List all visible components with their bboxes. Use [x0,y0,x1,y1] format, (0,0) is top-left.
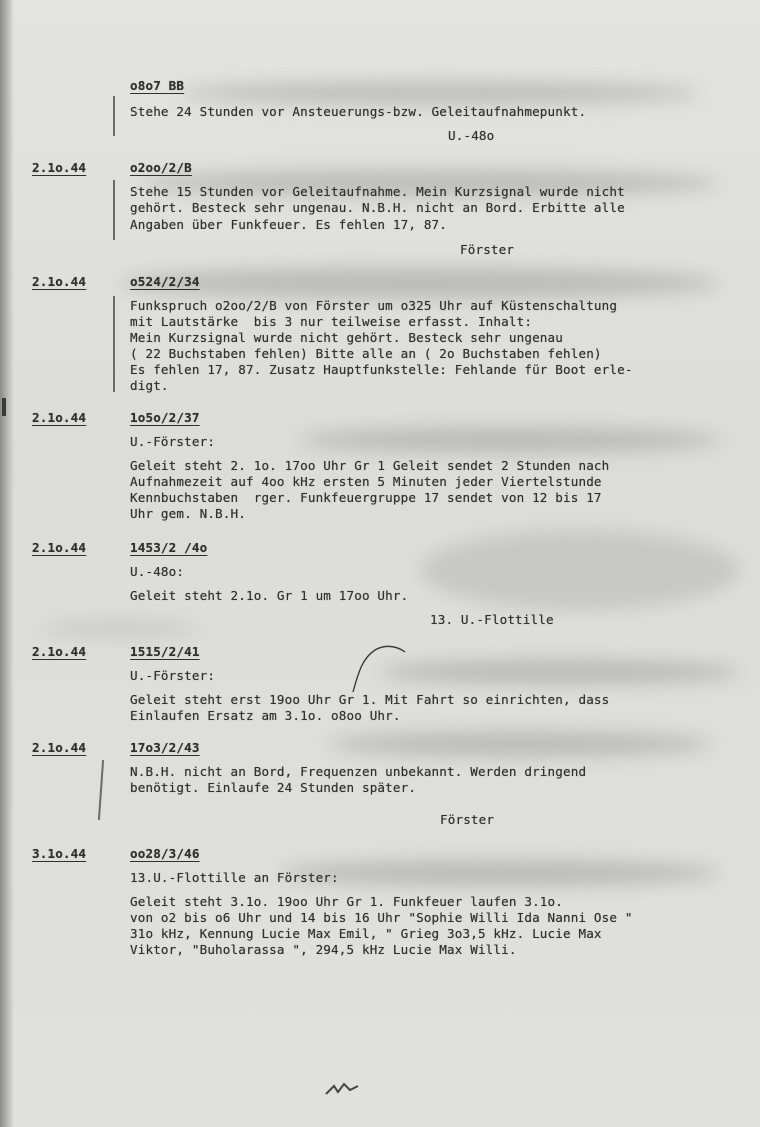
entry-signature: U.-48o [448,128,495,143]
entry-body-line: Viktor, "Buholarassa ", 294,5 kHz Lucie Max Willi. [130,942,517,957]
entry-addressee: 13.U.-Flottille an Förster: [130,870,339,885]
entry-body-line: Stehe 15 Stunden vor Geleitaufnahme. Mein Kurzsignal wurde nicht [130,184,625,199]
entry-body-line: Kennbuchstaben rger. Funkfeuergruppe 17 sendet von 12 bis 17 [130,490,602,505]
entry-body-line: Geleit steht 3.1o. 19oo Uhr Gr 1. Funkfeuer laufen 3.1o. [130,894,563,909]
entry-addressee: U.-Förster: [130,668,216,683]
entry-body-line: benötigt. Einlaufe 24 Stunden später. [130,780,417,795]
entry-date: 3.1o.44 [32,846,87,861]
entry-ref: 1453/2 /4o [130,540,208,555]
ink-blot [322,1078,366,1100]
entry-body-line: 31o kHz, Kennung Lucie Max Emil, " Grieg 3o3,5 kHz. Lucie Max [130,926,602,941]
entry-body-line: Uhr gem. N.B.H. [130,506,246,521]
margin-bar [98,760,104,820]
margin-bar [113,96,115,136]
entry-ref: 1515/2/41 [130,644,200,659]
entry-ref: 17o3/2/43 [130,740,200,755]
entry-addressee: U.-Förster: [130,434,216,449]
entry-body-line: gehört. Besteck sehr ungenau. N.B.H. nicht an Bord. Erbitte alle [130,200,625,215]
entry-addressee: U.-48o: [130,564,185,579]
ink-smear [120,268,720,298]
entry-ref: 1o5o/2/37 [130,410,200,425]
margin-bar [113,180,115,240]
entry-body-line: Angaben über Funkfeuer. Es fehlen 17, 87. [130,217,448,232]
entry-date: 2.1o.44 [32,540,87,555]
entry-body-line: mit Lautstärke bis 3 nur teilweise erfasst. Inhalt: [130,314,533,329]
entry-body-line: Geleit steht 2.1o. Gr 1 um 17oo Uhr. [130,588,409,603]
ink-smear [380,660,740,684]
ink-smear [420,530,740,610]
margin-bar [113,296,115,392]
entry-body-line: von o2 bis o6 Uhr und 14 bis 16 Uhr "Sophie Willi Ida Nanni Ose " [130,910,633,925]
pen-squiggle [345,640,415,700]
entry-body-line: ( 22 Buchstaben fehlen) Bitte alle an ( 2o Buchstaben fehlen) [130,346,602,361]
entry-date: 2.1o.44 [32,160,87,175]
entry-ref: o8o7 BB [130,78,185,93]
entry-body-line: Geleit steht 2. 1o. 17oo Uhr Gr 1 Geleit sendet 2 Stunden nach [130,458,610,473]
ink-smear [280,860,720,886]
ink-smear [180,82,700,104]
entry-body-line: Es fehlen 17, 87. Zusatz Hauptfunkstelle: Fehlande für Boot erle- [130,362,633,377]
entry-body-line: Stehe 24 Stunden vor Ansteuerungs-bzw. Geleitaufnahmepunkt. [130,104,587,119]
entry-ref: oo28/3/46 [130,846,200,861]
entry-body-line: Aufnahmezeit auf 4oo kHz ersten 5 Minuten jeder Viertelstunde [130,474,602,489]
entry-ref: o524/2/34 [130,274,200,289]
entry-signature: 13. U.-Flottille [430,612,554,627]
entry-body-line: Funkspruch o2oo/2/B von Förster um o325 Uhr auf Küstenschaltung [130,298,618,313]
entry-ref: o2oo/2/B [130,160,192,175]
entry-body-line: Geleit steht erst 19oo Uhr Gr 1. Mit Fahrt so einrichten, dass [130,692,610,707]
binder-mark [2,398,6,416]
ink-smear [300,428,720,452]
entry-body-line: digt. [130,378,169,393]
entry-signature: Förster [440,812,495,827]
entry-date: 2.1o.44 [32,410,87,425]
ink-smear [330,732,710,756]
entry-date: 2.1o.44 [32,644,87,659]
page-edge-shadow [0,0,14,1127]
entry-body-line: Einlaufen Ersatz am 3.1o. o8oo Uhr. [130,708,401,723]
entry-signature: Förster [460,242,515,257]
entry-body-line: N.B.H. nicht an Bord, Frequenzen unbekannt. Werden dringend [130,764,587,779]
ink-smear [40,620,200,638]
entry-date: 2.1o.44 [32,740,87,755]
entry-date: 2.1o.44 [32,274,87,289]
entry-body-line: Mein Kurzsignal wurde nicht gehört. Besteck sehr ungenau [130,330,563,345]
